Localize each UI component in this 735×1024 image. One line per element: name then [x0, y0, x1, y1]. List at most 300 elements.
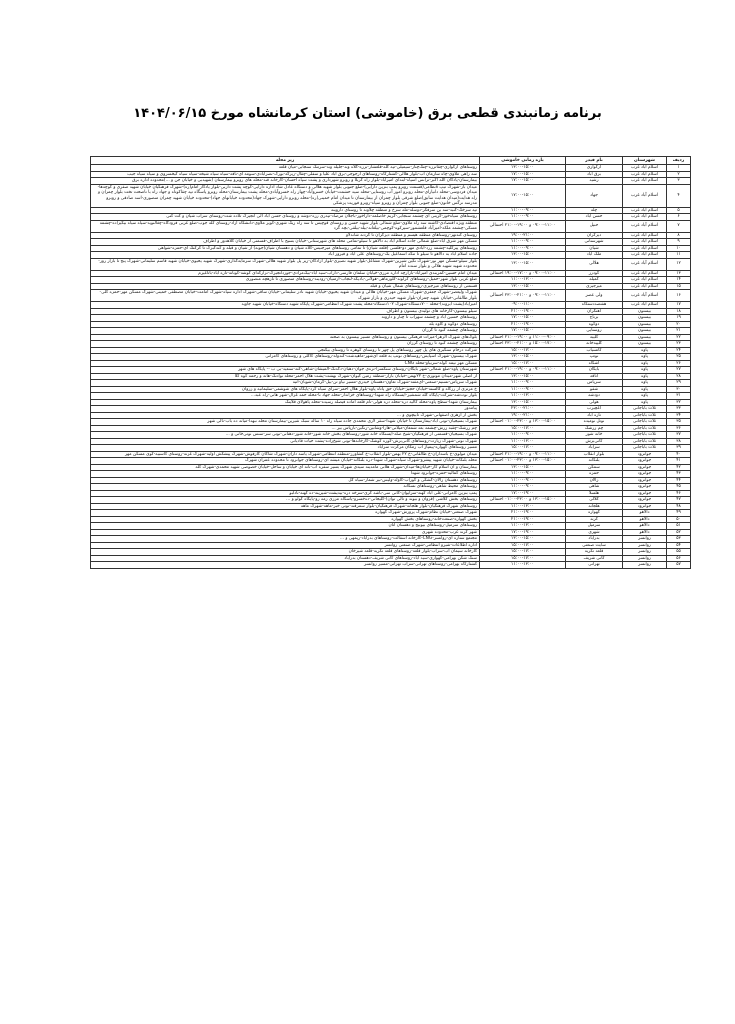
row-time: ۱۱:۰۰-۰۹:۰۰	[480, 432, 566, 439]
row-feeder: نوتل نومیده	[566, 419, 623, 426]
row-feeder: سرآباد	[566, 445, 623, 452]
row-feeder: بلنکانه	[566, 458, 623, 465]
table-body	[91, 165, 691, 569]
row-number: ۴۸	[667, 503, 691, 510]
row-city: پاوه	[623, 386, 667, 393]
row-city: اسلام آباد غرب	[623, 178, 667, 185]
row-areas: روستای کندتهر-روستاهای منطقه هیسم و منطقه دیزگران تا گردنه شاندلاو	[91, 232, 480, 239]
row-areas: بیمارستان-پادگان الله اکبر-ترانس اسپاه-ابتدای امیرآباد-بلوار راه کربلا و روبرو شهرداری و پشت سپاه احسان-کارخانه قند-محله های روبرو بیمارستان (شهیدبی و خیابان جن و ...)محدوده اداره برق	[91, 178, 480, 185]
row-time: ۰۹:۰۰-۱۱:۰۰ و ۱۹:۰۰-۲۱:۰۰ احتمالی	[480, 367, 566, 374]
row-areas: شهرک ولیعصر-شهرک جعفری-شهرک مسکن مهر-خیابان هلالی و میدان شهید یحیوی-خیابان شهید نادر سلیمانی-خیابان ساقی-شهرک اداره سپاه-شهرک امامت-خیابان مصطفی خمینی-شهرک مسکن مهر-حمزه کلی-بلوار طالقانی-خیابان شهید چمران-بلوار شهید حیدری و بازار شهرک	[91, 290, 480, 302]
row-number: ۳	[667, 178, 691, 185]
row-city: پاوه	[623, 380, 667, 387]
row-areas: روستاهای کمالیه-حمزه-جوانرود شهدا	[91, 471, 480, 478]
row-feeder: کلالی	[566, 497, 623, 504]
row-time: ۱۱:۰۰-۰۹:۰۰	[480, 477, 566, 484]
row-time: ۱۷:۰۰-۱۵:۰۰	[480, 315, 566, 322]
row-city: اسلام آباد غرب	[623, 277, 667, 284]
row-areas: روستاهای سیاه‌خور-کرینی ای چشمه سنجابی-کریم خاصلمه-داراخور-باجلان مرصاد-تپه‌ری رزه-دوشه و روستای حسن اباد الی انجیرک تلاده شت-روستای سراب شیان و کت کتی	[91, 214, 480, 221]
row-time: ۱۵:۰۰-۱۷:۰۰ و ۲۱:۰۰-۲۳:۰۰ احتمالی	[480, 341, 566, 348]
row-city: اسلام آباد غرب	[623, 214, 667, 221]
row-time: ۲۱:۰۰-۱۹:۰۰	[480, 308, 566, 315]
row-areas: شهرک بیستون-شهرک اسپایس-روستاهای نوتپ به قلعه ای‌شهر-ماهیدشت-کندوله-روستاهای کاکلی و روستاهای کامرانی	[91, 354, 480, 361]
row-time: ۱۵:۰۰-۱۷:۰۰	[480, 542, 566, 549]
row-time: ۱۳:۰۰-۱۵:۰۰ و ۲۳:۰۰-۰۱:۰۰ احتمالی	[480, 419, 566, 426]
row-number: ۱۸	[667, 308, 691, 315]
row-number: ۲۰	[667, 321, 691, 328]
row-number: ۴۳	[667, 471, 691, 478]
row-time: ۱۳:۰۰-۱۵:۰۰ و ۲۳:۰۰-۰۱:۰۰ احتمالی	[480, 497, 566, 504]
row-city: اسلام آباد غرب	[623, 232, 667, 239]
row-areas: کارخانه سیمان آب-سراب-بلوار قلعه-روستاهای قلعه تکریه-قلعه شیرخان	[91, 549, 480, 556]
row-time: ۱۵:۰۰-۱۷:۰۰	[480, 360, 566, 367]
row-areas: روستاهای دوکوه و کاوه بله	[91, 321, 480, 328]
row-time: ۱۵:۰۰-۱۷:۰۰	[480, 555, 566, 562]
row-time: ۱۱:۰۰-۰۹:۰۰	[480, 380, 566, 387]
row-areas: روستاهای چشمه کبود تا روستای گرزان	[91, 341, 480, 348]
row-areas: شهرک صنعتی-خیابان نظام-شهرک پرورش-شهرک گهواره	[91, 510, 480, 517]
row-feeder: هفتصددستگاه	[566, 302, 623, 309]
row-areas: شرکت درجام سنگبری های پل چهر روستاهای پل چهر تا روستای کوهره تا روستای بیکنجی	[91, 347, 480, 354]
row-feeder: اتاقه	[566, 373, 623, 380]
row-feeder: شهری	[566, 529, 623, 536]
row-city: اسلام آباد غرب	[623, 184, 667, 207]
row-feeder: گودرز	[566, 270, 623, 277]
row-number: ۵	[667, 207, 691, 214]
row-number: ۱۳	[667, 270, 691, 277]
row-number: ۴۱	[667, 458, 691, 465]
row-areas: شهرک بسیجیان-قسمتی از فرهنگیان-شیخ صله-ایستگاه خانه شور-روستاهای بخش خانه شور-خانه شور-دهتانی-نوتی سر-سنس نوتی‌خانی و ...	[91, 432, 480, 439]
row-time: ۱۳:۰۰-۱۵:۰۰	[480, 536, 566, 543]
row-number: ۱۱	[667, 252, 691, 259]
row-number: ۵۴	[667, 542, 691, 549]
row-city: دالاهو	[623, 523, 667, 530]
row-time: ۱۵:۰۰-۱۷:۰۰	[480, 347, 566, 354]
row-number: ۶	[667, 214, 691, 221]
row-feeder: قلعه تکریه	[566, 549, 623, 556]
row-number: ۳۳	[667, 406, 691, 413]
row-number: ۱	[667, 165, 691, 172]
row-feeder: آهنگران	[566, 308, 623, 315]
row-number: ۳۱	[667, 393, 691, 400]
table-row	[91, 214, 691, 221]
row-areas: شهرستان پاوه-ضلع شمالی-شهر بایگان-روستای سنگسرا-تره‌ی جوان-دهبان-دگدنگ-آلمیشان-شاهی-کته-سنعید-بی ب -- پایگاه های شهر	[91, 367, 480, 374]
row-time: ۲۱:۰۰-۱۹:۰۰	[480, 321, 566, 328]
row-areas: روستاهای محیط شاهی-روستاهای نسکانه	[91, 484, 480, 491]
row-number: ۲۳	[667, 341, 691, 348]
row-number: ۳۵	[667, 419, 691, 426]
row-city: روانسر	[623, 549, 667, 556]
row-city: جوانرود	[623, 490, 667, 497]
row-time: ۱۳:۰۰-۱۵:۰۰	[480, 464, 566, 471]
row-areas: روستاهای حسین آباد و چشمه سهراب تا چنار و دارونه	[91, 315, 480, 322]
row-areas: تپه سرخک-گنبد-سه بن سرفکر-دوسله-مله سرخ و منطقه چلاوند تا روستای داروینه	[91, 207, 480, 214]
row-city: بیستون	[623, 315, 667, 322]
row-areas: شهرک سرپاس-تسنیم-صنعتی-ای‌مفته-شهرک تعاون-دهستان حیدری-مسیر نیاو تن-بیل-گرمان-شوبان-اتیه	[91, 380, 480, 387]
row-feeder: هلالی	[566, 258, 623, 270]
row-city: ثلاث باباجانی	[623, 432, 667, 439]
header-city: شهرستان	[623, 157, 667, 165]
row-city: روانسر	[623, 562, 667, 569]
row-time: ۲۱:۰۰-۱۹:۰۰	[480, 516, 566, 523]
row-feeder: بایگان	[566, 367, 623, 374]
row-feeder: شهرستانی	[566, 239, 623, 246]
row-areas: شهرک نوتی-شهرک زیارت-روستاهای کانی‌برش-کوره کوشک-کارخانه‌ها-نوتی شیخ‌زاده-پشت حیات قادیانی	[91, 438, 480, 445]
row-areas: سه راهی ملاوی-چاه سازمان آب-بلوار هلالی-کشتارگاه-روستاهای ارجوجی-برق آباد علیا و سفلی-چقال-زیرگه-بورگ-نصرآبادی-سومه ای-نافه-سیاه سیاه شیخه-سیاه سیاه کیخسروی و سیاه سیاه جیب	[91, 171, 480, 178]
row-city: دالاهو	[623, 516, 667, 523]
row-number: ۵۵	[667, 549, 691, 556]
row-time: ۱۷:۰۰-۱۵:۰۰	[480, 184, 566, 207]
row-areas: بلوار سیلو-مسکن مهر نور-شهرک نگین شیرین-شهرک مشاغل-بلوار شهید نصیری-بلوار آزادگان-زیر پل بلوار شهید هلالی-شهرک سرمایه‌گذاری-شهرک شهید یحیوی-خیابان شهید قاسم سلیمانی-شهرک پنج تا بازار روز-محدوده شهید شهید هلالی و بلوار سنده امام	[91, 258, 480, 270]
row-feeder: چم زرشک	[566, 425, 623, 432]
row-city: پاوه	[623, 373, 667, 380]
row-time: ۱۱:۰۰-۰۹:۰۰	[480, 386, 566, 393]
row-areas: میدان باز-شهرک تیپ ۸نظامی(قسمت روبرو پمپ بنزین دارایی)-ضلع جنوبی بلوار شهید هلالی و دستگاه عادل شاد اداره دارایی-کوچه پشت داربی-بلوار یادگار امام(ره)-شهرک فرهنگیان خیابان شهید صفری و کوچه‌ها-میدان فردوسی-محله دانیارای-محله روبرو امور آب روستایی-محله سید حشمت-خیابان خسروآباد-چهار راه خسروآبادی-محله پشت بیمارستان-محله روبرو پاسگاه تپه چقاکوتاه و جهاد راه با تاصحت تخت بلوار چمران و راه هدایت(میدان هدایت سابق)ضلع شرقی بلوار چمران از بیمارستان تا میدان امام خمینی(ره)-محله روبرو دارایی-شهرک جهاد(محدوده خیابانهای جهاد)-محدوده خیابان شهید چمران منصوری-اسد صادقی و روبرو مدرسه نرگس خاتون-ضلع جنوبی بلوار چمران و روبرو سپاه-روبرو فوریت پزشکی	[91, 184, 480, 207]
row-city: اسلام آباد غرب	[623, 207, 667, 214]
row-areas: بخش از ازهری اصفهانی-شهرک تابیچوی و ...	[91, 412, 480, 419]
row-feeder: بدرآباد	[566, 536, 623, 543]
row-number: ۵۲	[667, 529, 691, 536]
row-number: ۳۰	[667, 386, 691, 393]
row-feeder: سرمیل	[566, 523, 623, 530]
row-city: جوانرود	[623, 464, 667, 471]
row-city: جوانرود	[623, 497, 667, 504]
table-row	[91, 184, 691, 207]
row-city: ثلاث باباجانی	[623, 438, 667, 445]
row-number: ۳۹	[667, 445, 691, 452]
row-number: ۴	[667, 184, 691, 207]
row-feeder: چله	[566, 207, 623, 214]
row-areas: بیمارستان و ان اسلام کار-خیابان‌ها-میدان-شهرک هلانی مامدینه سیدی شهرک بسیر سفره آب-نانه ای خیابان و ساحل-خیابان خصوصی شهید محمدی-شهرک کله	[91, 464, 480, 471]
row-time: ۱۱:۰۰-۱۳:۰۰	[480, 503, 566, 510]
row-feeder: گلپیه‌خانه	[566, 341, 623, 348]
row-time: ۱۳:۰۰-۱۵:۰۰	[480, 373, 566, 380]
row-number: ۲۵	[667, 354, 691, 361]
row-feeder: روستایی	[566, 328, 623, 335]
schedule-table-container	[90, 156, 690, 569]
row-feeder: حسن آباد	[566, 214, 623, 221]
row-areas: سنگ شکن بهرامی-کهواری-سید آباد-روستاهای کانی شریف-دهستان بدرآباد	[91, 555, 480, 562]
row-number: ۵۳	[667, 536, 691, 543]
header-areas: زیر محله	[91, 157, 480, 165]
row-city: بیستون	[623, 334, 667, 341]
table-row	[91, 290, 691, 302]
row-city: اسلام آباد غرب	[623, 245, 667, 252]
row-areas: مسکن مهر شرق آباد-ضلع شمالی جاده اسلام آباد به دالاهو تا سیلو-تمامی محله های شهرستانی-خیابان بسیج با اطراف-قسمتی از خیابان کلاهدوز و اطراف	[91, 239, 480, 246]
row-time: ۱۳:۰۰-۱۵:۰۰	[480, 252, 566, 259]
row-number: ۳۶	[667, 425, 691, 432]
row-city: ثلاث باباجانی	[623, 406, 667, 413]
row-areas: اداره اطلاعات-شیرو انتظامی-شهرک صنعتی روانسر	[91, 542, 480, 549]
row-time: ۰۹:۰۰-۱۱:۰۰ و ۲۱:۰۰-۲۳:۰۰ احتمالی	[480, 290, 566, 302]
row-areas: روستاهای بخش کلاشی (قزوان و بیوند و تالی توان)-گلیجانی-ده‌خسرو-پاسگاه مرزی زمه رو-پایگاه کولو و ...	[91, 497, 480, 504]
header-feeder: نام فیدر	[566, 157, 623, 165]
row-number: ۹	[667, 239, 691, 246]
table-row	[91, 171, 691, 178]
row-city: پاوه	[623, 347, 667, 354]
row-areas: بیمارستان شهدا-سطح پاوه-محله کالیه دره-محله دره هولی-نام قلعه اماده فیصله‌ رسیده-محله پاهولای قلاینک	[91, 399, 480, 406]
row-feeder: جهاد	[566, 184, 623, 207]
row-feeder: شیان	[566, 245, 623, 252]
row-city: پاوه	[623, 399, 667, 406]
row-city: اسلام آباد غرب	[623, 252, 667, 259]
row-feeder: رشید	[566, 178, 623, 185]
row-city: اسلام آباد غرب	[623, 165, 667, 172]
row-areas: روستاهای شهرک فرهنگیان-بلوار هلجانه-شهرک فرهنگیان-بلوار سمرقند-نوتی خبر-ماهه-شهرک ماهه	[91, 503, 480, 510]
row-number: ۱۹	[667, 315, 691, 322]
row-city: پاوه	[623, 367, 667, 374]
row-number: ۵۶	[667, 555, 691, 562]
row-feeder: کاتسیاب	[566, 347, 623, 354]
row-feeder: کلیبه	[566, 334, 623, 341]
row-time: ۱۱:۰۰-۱۳:۰۰	[480, 523, 566, 530]
row-feeder: برق آباد	[566, 171, 623, 178]
row-number: ۲۸	[667, 373, 691, 380]
row-city: اسلام آباد غرب	[623, 270, 667, 277]
row-time: ۱۱:۰۰-۰۹:۰۰	[480, 207, 566, 214]
row-feeder: شفو	[566, 386, 623, 393]
row-feeder: ارکوازی	[566, 165, 623, 172]
row-number: ۴۷	[667, 497, 691, 504]
row-city: جوانرود	[623, 477, 667, 484]
row-time: ۱۷:۰۰-۱۵:۰۰	[480, 178, 566, 185]
table-row	[91, 220, 691, 232]
row-time: ۲۱:۰۰-۱۹:۰۰	[480, 510, 566, 517]
row-areas: خ مرتزی از رزگاه و کالسته-خیابان حجیژ-خیابان حق پاتاه پاوه-بلوار هلال احمر-سرای سیاه کرد-پایگاه های شوشمی-سلیمانیه و زروان	[91, 386, 480, 393]
row-number: ۳۴	[667, 412, 691, 419]
row-city: بیستون	[623, 321, 667, 328]
row-time: ۱۷:۰۰-۱۵:۰۰	[480, 328, 566, 335]
row-feeder: هولی	[566, 399, 623, 406]
row-city: روانسر	[623, 555, 667, 562]
row-time: ۰۹:۰۰-۱۱:۰۰ و ۱۹:۰۰-۲۱:۰۰ احتمالی	[480, 220, 566, 232]
row-areas: جاده اسلام آباد به دالاهو تا سیلو تا تنگه اسماعیل بک-روستاهای علی اباد و فیروز اباد	[91, 252, 480, 259]
row-time: ۱۱:۰۰-۰۹:۰۰	[480, 471, 566, 478]
row-number: ۴۵	[667, 484, 691, 491]
row-areas: پیامدور	[91, 406, 480, 413]
row-feeder: کرند	[566, 516, 623, 523]
row-time: ۱۹:۰۰-۲۱:۰۰	[480, 232, 566, 239]
row-time: ۱۱:۰۰-۰۹:۰۰	[480, 214, 566, 221]
table-row	[91, 451, 691, 458]
row-feeder: کانی‌برش	[566, 438, 623, 445]
row-time: ۱۳:۰۰-۱۵:۰۰	[480, 354, 566, 361]
row-city: ثلاث باباجانی	[623, 425, 667, 432]
row-feeder: تهرانی	[566, 562, 623, 569]
row-feeder: دوکوه	[566, 321, 623, 328]
row-time: ۱۷:۰۰-۱۵:۰۰	[480, 171, 566, 178]
row-number: ۲۱	[667, 328, 691, 335]
row-feeder: تازه آباد	[566, 412, 623, 419]
table-row	[91, 258, 691, 270]
row-areas: شهرک بسیجیان-نوتی اباد-بیمارستان تا خیابان شهدا-سقر لاری محمدی جاده سیاه راه ۱۰ ساله سبک شیرین-بیمارستان محله نبهدا-میانه ده باب-نالی شهر	[91, 419, 480, 426]
row-city: اسلام آباد غرب	[623, 302, 667, 309]
row-feeder: نوتپ	[566, 354, 623, 361]
row-time: ۲۳:۰۰-۲۱:۰۰	[480, 406, 566, 413]
row-city: جوانرود	[623, 471, 667, 478]
row-city: اسلام آباد غرب	[623, 290, 667, 302]
row-feeder: برناج	[566, 315, 623, 322]
row-feeder: سمکن	[566, 464, 623, 471]
row-time: ۱۱:۰۰-۱۳:۰۰	[480, 277, 566, 284]
row-time: ۱۳:۰۰-۱۵:۰۰ و ۲۳:۰۰-۰۱:۰۰ احتمالی	[480, 458, 566, 465]
row-city: اسلام آباد غرب	[623, 239, 667, 246]
row-time: ۱۹:۰۰-۲۱:۰۰	[480, 412, 566, 419]
row-time: ۱۱:۰۰-۰۹:۰۰ و ۱۹:۰۰-۲۱:۰۰ احتمالی	[480, 334, 566, 341]
header-time: بازه زمانی خاموشی	[480, 157, 566, 165]
row-feeder: کانی شریف	[566, 555, 623, 562]
row-areas: چم زرشک-چقبه زرش-چشمه بعد شمعان-میلانی-هارا-وشاتین-زنگین-بازپاس بیر ...	[91, 425, 480, 432]
row-areas: مسیر روستاهای کهواره-پیمپاژ آب زمکان مرکزت سرآباد	[91, 445, 480, 452]
row-city: جوانرود	[623, 484, 667, 491]
row-number: ۴۴	[667, 477, 691, 484]
row-time: ۱۱:۰۰-۰۹:۰۰	[480, 245, 566, 252]
row-feeder: زالان	[566, 477, 623, 484]
row-areas: روستاهای چشمه کبود تا گرزان	[91, 328, 480, 335]
row-time: ۱۵:۰۰-۱۷:۰۰	[480, 549, 566, 556]
row-areas: از اصلی شهر-میدان موتوری-خ ۲۲بهمن-خیابان بازار-منطقه زمین کیوان-شهرک بهشت-پشت هلال احمر-محله نوادنگ-هانه و رحمه کوه گلا	[91, 373, 480, 380]
schedule-table	[90, 156, 691, 569]
row-feeder: اغچیرب	[566, 406, 623, 413]
row-city: اسلام آباد غرب	[623, 258, 667, 270]
row-number: ۱۲	[667, 258, 691, 270]
row-feeder: گهواره	[566, 510, 623, 517]
row-feeder: هلسلا	[566, 490, 623, 497]
header-radif: ردیف	[667, 157, 691, 165]
row-number: ۱۵	[667, 283, 691, 290]
table-header-row	[91, 157, 691, 165]
row-feeder: هلجانه	[566, 503, 623, 510]
row-time: ۱۳:۰۰-۱۵:۰۰	[480, 165, 566, 172]
row-city: پاوه	[623, 354, 667, 361]
row-number: ۵۷	[667, 562, 691, 569]
row-areas: مجتمع ستاره ای-روانسر-CNG-کارخانه آسفالت-روستاهای بدرآباد-زیمهی و ...	[91, 536, 480, 543]
row-city: ثلاث باباجانی	[623, 445, 667, 452]
row-areas: سیلو بیستون-کارخانه های تولیدی بیستون و اطراف	[91, 308, 480, 315]
row-areas: بلوار نوت‌شه-شرکت-پایگاه کله شمشیر-ایستگاه راه شهدا-روستاهای خزاندار-محله جهاد نا-محله ‌حمد غزال-شهر هانی-راه عبد...	[91, 393, 480, 400]
row-number: ۵۱	[667, 523, 691, 530]
row-time: ۱۷:۰۰-۱۹:۰۰	[480, 529, 566, 536]
row-number: ۵۰	[667, 516, 691, 523]
row-time: ۱۱:۰۰-۱۳:۰۰	[480, 562, 566, 569]
row-number: ۲۹	[667, 380, 691, 387]
row-city: جوانرود	[623, 458, 667, 465]
row-time: ۱۵:۰۰-۱۷:۰۰	[480, 425, 566, 432]
row-time: ۰۹:۰۰-۱۱:۰۰	[480, 302, 566, 309]
row-city: جوانرود	[623, 451, 667, 458]
row-feeder: خانه شور	[566, 432, 623, 439]
row-city: ثلاث باباجانی	[623, 412, 667, 419]
row-number: ۳۷	[667, 432, 691, 439]
row-number: ۱۴	[667, 277, 691, 284]
row-city: روانسر	[623, 542, 667, 549]
row-time: ۱۱:۰۰-۱۳:۰۰	[480, 393, 566, 400]
row-city: بیستون	[623, 328, 667, 335]
row-city: دالاهو	[623, 510, 667, 517]
row-city: پاوه	[623, 360, 667, 367]
row-feeder: بلوار انقلاب	[566, 451, 623, 458]
table-row	[91, 562, 691, 569]
row-number: ۸	[667, 232, 691, 239]
row-areas: ضلع غربی بلوار شهر-حمیل-روستاهای کرلوند-کلورماهی-هولانی-بادیکه-لنجاب-ارمنیان-رودیند-روستاهای منصوری تا نازهچه منصوری	[91, 277, 480, 284]
row-time: ۱۱:۰۰-۰۹:۰۰	[480, 239, 566, 246]
row-time: ۱۱:۰۰-۰۹:۰۰	[480, 484, 566, 491]
row-number: ۱۶	[667, 290, 691, 302]
row-city: بیستون	[623, 308, 667, 315]
row-feeder: شاهی	[566, 484, 623, 491]
page-title: برنامه زمانبندی قطعی برق (خاموشی) استان کرمانشاه مورخ ۱۴۰۴/۰۶/۱۵	[133, 106, 602, 121]
row-number: ۴۹	[667, 510, 691, 517]
row-number: ۳۸	[667, 438, 691, 445]
row-time: ۰۹:۰۰-۱۱:۰۰ و ۱۹:۰۰-۲۱:۰۰ احتمالی	[480, 451, 566, 458]
row-number: ۲۴	[667, 347, 691, 354]
row-number: ۲۶	[667, 360, 691, 367]
row-areas: بلوک‌های شهرک الزهرا-میرات فرهنگی بیستون و روستاهای مسیر بیستون به صحنه	[91, 334, 480, 341]
row-feeder: ولی عصر	[566, 290, 623, 302]
row-number: ۲	[667, 171, 691, 178]
row-areas: روستاهای پیرکلیه-چشمه زرد-آبادی مهر دو-فلسی (قلعه شیان) تا تمامی روستاهای میرجنیس-کلاه شیان و دهستان شیان(جوبه) از شیان و قبله و کندکبرک تا کرکنک ای-حمزه-شواهی	[91, 245, 480, 252]
row-time: ۱۳:۰۰-۱۵:۰۰	[480, 258, 566, 270]
row-areas: کشتارگاه بهرامی-روستاهای تهرانی-سراب تهرانی-مسیر روانسر	[91, 562, 480, 569]
row-city: اسلام آباد غرب	[623, 283, 667, 290]
row-city: روانسر	[623, 536, 667, 543]
row-feeder: حمزه	[566, 471, 623, 478]
row-number: ۱۰	[667, 245, 691, 252]
row-city: بیستون	[623, 341, 667, 348]
row-areas: پمپ بنزین کامرانی-علی اباد کهنه-سرایوان-کانی سی-باشه کری-سرخه دره-بیدیشت-شیرینه-ده کهنه-نادلبو	[91, 490, 480, 497]
row-number: ۷	[667, 220, 691, 232]
row-feeder: دیزگران	[566, 232, 623, 239]
row-feeder: آشگاه	[566, 360, 623, 367]
row-city: جوانرود	[623, 503, 667, 510]
row-areas: محله بلنکانه-خیابان شهید پیشرو-شهرک سیاه-شهرک شهدا-دره بلنکانه-خیابان میشه ای-روستاهای جوانرود تا محدوده عمران شهرک	[91, 458, 480, 465]
row-city: پاوه	[623, 393, 667, 400]
row-number: ۴۲	[667, 464, 691, 471]
row-areas: روستاهای دهستان زالان-گشکی و گوراب-کاوله-ولیس-نیر شمار-سیاه گل	[91, 477, 480, 484]
row-time: ۱۷:۰۰-۱۹:۰۰	[480, 490, 566, 497]
row-areas: میدان مولوی-خ باسداران-خ طالقانی-خ ۲۲ بهمن-بلوار انقلاب-خ کشاورز-منطقه انتظامی-شهرک یاسه داران-شهرک شاکان کارفوش-شهرک پیشکش اولیه-شهرک غزنه-روستای کاسبیه-کوی مسکن مهر	[91, 451, 480, 458]
row-city: اسلام آباد غرب	[623, 220, 667, 232]
row-number: ۴۶	[667, 490, 691, 497]
row-feeder: دودشه	[566, 393, 623, 400]
row-feeder: سایت صنعتی	[566, 542, 623, 549]
row-number: ۲۲	[667, 334, 691, 341]
row-city: اسلام آباد غرب	[623, 171, 667, 178]
row-feeder: سرپاس	[566, 380, 623, 387]
row-time: ۰۹:۰۰-۱۱:۰۰ و ۱۷:۰۰-۱۹:۰۰ احتمالی	[480, 270, 566, 277]
row-areas: روستاهای ارکوازی-چقاترزه-چنگ‌چنار-سیمیلی-تپه کله-قلعشار-برزه-گلاه وند-جلیله وند-سرتنگ سنجابی-میان قلعه	[91, 165, 480, 172]
row-number: ۲۷	[667, 367, 691, 374]
row-time: ۱۱:۰۰-۱۳:۰۰	[480, 438, 566, 445]
row-feeder: ملک آباد	[566, 252, 623, 259]
row-number: ۳۲	[667, 399, 691, 406]
row-time: ۱۳:۰۰-۱۵:۰۰	[480, 283, 566, 290]
row-areas: میدان امام حسین-کمربندی امیرآباد-بازارچه اداره مرزی-خیابان سلمان فارسی-داراب-سید آباد-بیگ‌مرادی-جوزدانجیرک-تزارگه‌ای کوشه-کوناته-تازه اباد-باتاغیرم	[91, 270, 480, 277]
row-feeder: حنیل	[566, 220, 623, 232]
row-areas: شهر کرند غرب-محدوده شهری	[91, 529, 480, 536]
row-feeder: کمیله	[566, 277, 623, 284]
row-areas: بخش گهواره-صنعت‌خانه-روستاهای بخش گهواره	[91, 516, 480, 523]
row-areas: منطقه ویژه اقتصادی-کاشته سه راه ملاوی-ضلع شمالی بلوار شهید حسن و روستای قوچیس تا سه راه زیگ شهری-کوپر ملاوی-دانشگاه آزاد-روستای کله جوب-ضلع غربی فرودگاه-چغالنوید-سیاه سیاه بیگیزاده-چشمه مسکی-چشمه ملکه-امیرآباد قلعشمور-سیرکوه-کوچمی-بیلغانه-بیله-بیلقی-بچه گرد	[91, 220, 480, 232]
row-areas: روستاهای سرمیل-روستاهای بیونیج و دهستان اتان	[91, 523, 480, 530]
row-number: ۴۰	[667, 451, 691, 458]
row-city: ثلاث باباجانی	[623, 419, 667, 426]
row-areas: مسکن مهر نیمه کوله-سرنیاو-محله CNG	[91, 360, 480, 367]
row-areas: امیرآباد(پشت آبروند)-محله ۷۰۰دستگاه-شهرک ۱۰۲دستگاه-محله پشت شهرک انتظامی-شهرک پایگاه شهید دستگاه-خیابان شهید جاوید	[91, 302, 480, 309]
row-time: ۱۵:۰۰-۱۷:۰۰	[480, 445, 566, 452]
row-city: دالاهو	[623, 529, 667, 536]
row-number: ۱۷	[667, 302, 691, 309]
